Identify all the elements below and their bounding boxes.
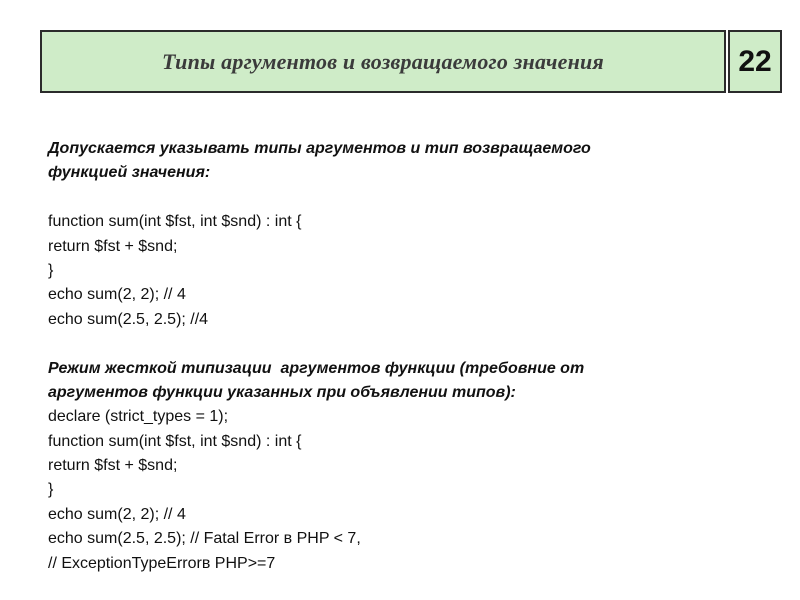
code-line: function sum(int $fst, int $snd) : int { — [48, 432, 302, 450]
code-line: // ExceptionTypeErrorв PHP>=7 — [48, 554, 276, 572]
code-line: echo sum(2, 2); // 4 — [48, 286, 186, 304]
body-line: функцией значения: — [48, 164, 211, 182]
slide-number: 22 — [738, 44, 772, 78]
code-line: } — [48, 481, 54, 499]
slide-number-box — [728, 30, 782, 93]
blank-line — [48, 186, 768, 210]
code-line: } — [48, 261, 54, 279]
code-line: return $fst + $snd; — [48, 237, 178, 255]
code-line: function sum(int $fst, int $snd) : int { — [48, 213, 302, 231]
slide-title-box — [40, 30, 726, 93]
blank-line — [48, 332, 768, 356]
body-line: аргументов функции указанных при объявлении типов): — [48, 383, 516, 401]
body-line: Допускается указывать типы аргументов и тип возвращаемого — [48, 140, 591, 157]
slide-title: Типы аргументов и возвращаемого значения — [162, 48, 604, 74]
code-line: echo sum(2.5, 2.5); // Fatal Error в PHP < 7, — [48, 530, 361, 548]
slide-body — [48, 137, 768, 576]
body-line: Режим жесткой типизации аргументов функции (требовние от — [48, 359, 585, 377]
code-line: declare (strict_types = 1); — [48, 408, 229, 426]
code-line: echo sum(2, 2); // 4 — [48, 505, 186, 523]
code-line: echo sum(2.5, 2.5); //4 — [48, 310, 209, 328]
code-line: return $fst + $snd; — [48, 457, 178, 475]
